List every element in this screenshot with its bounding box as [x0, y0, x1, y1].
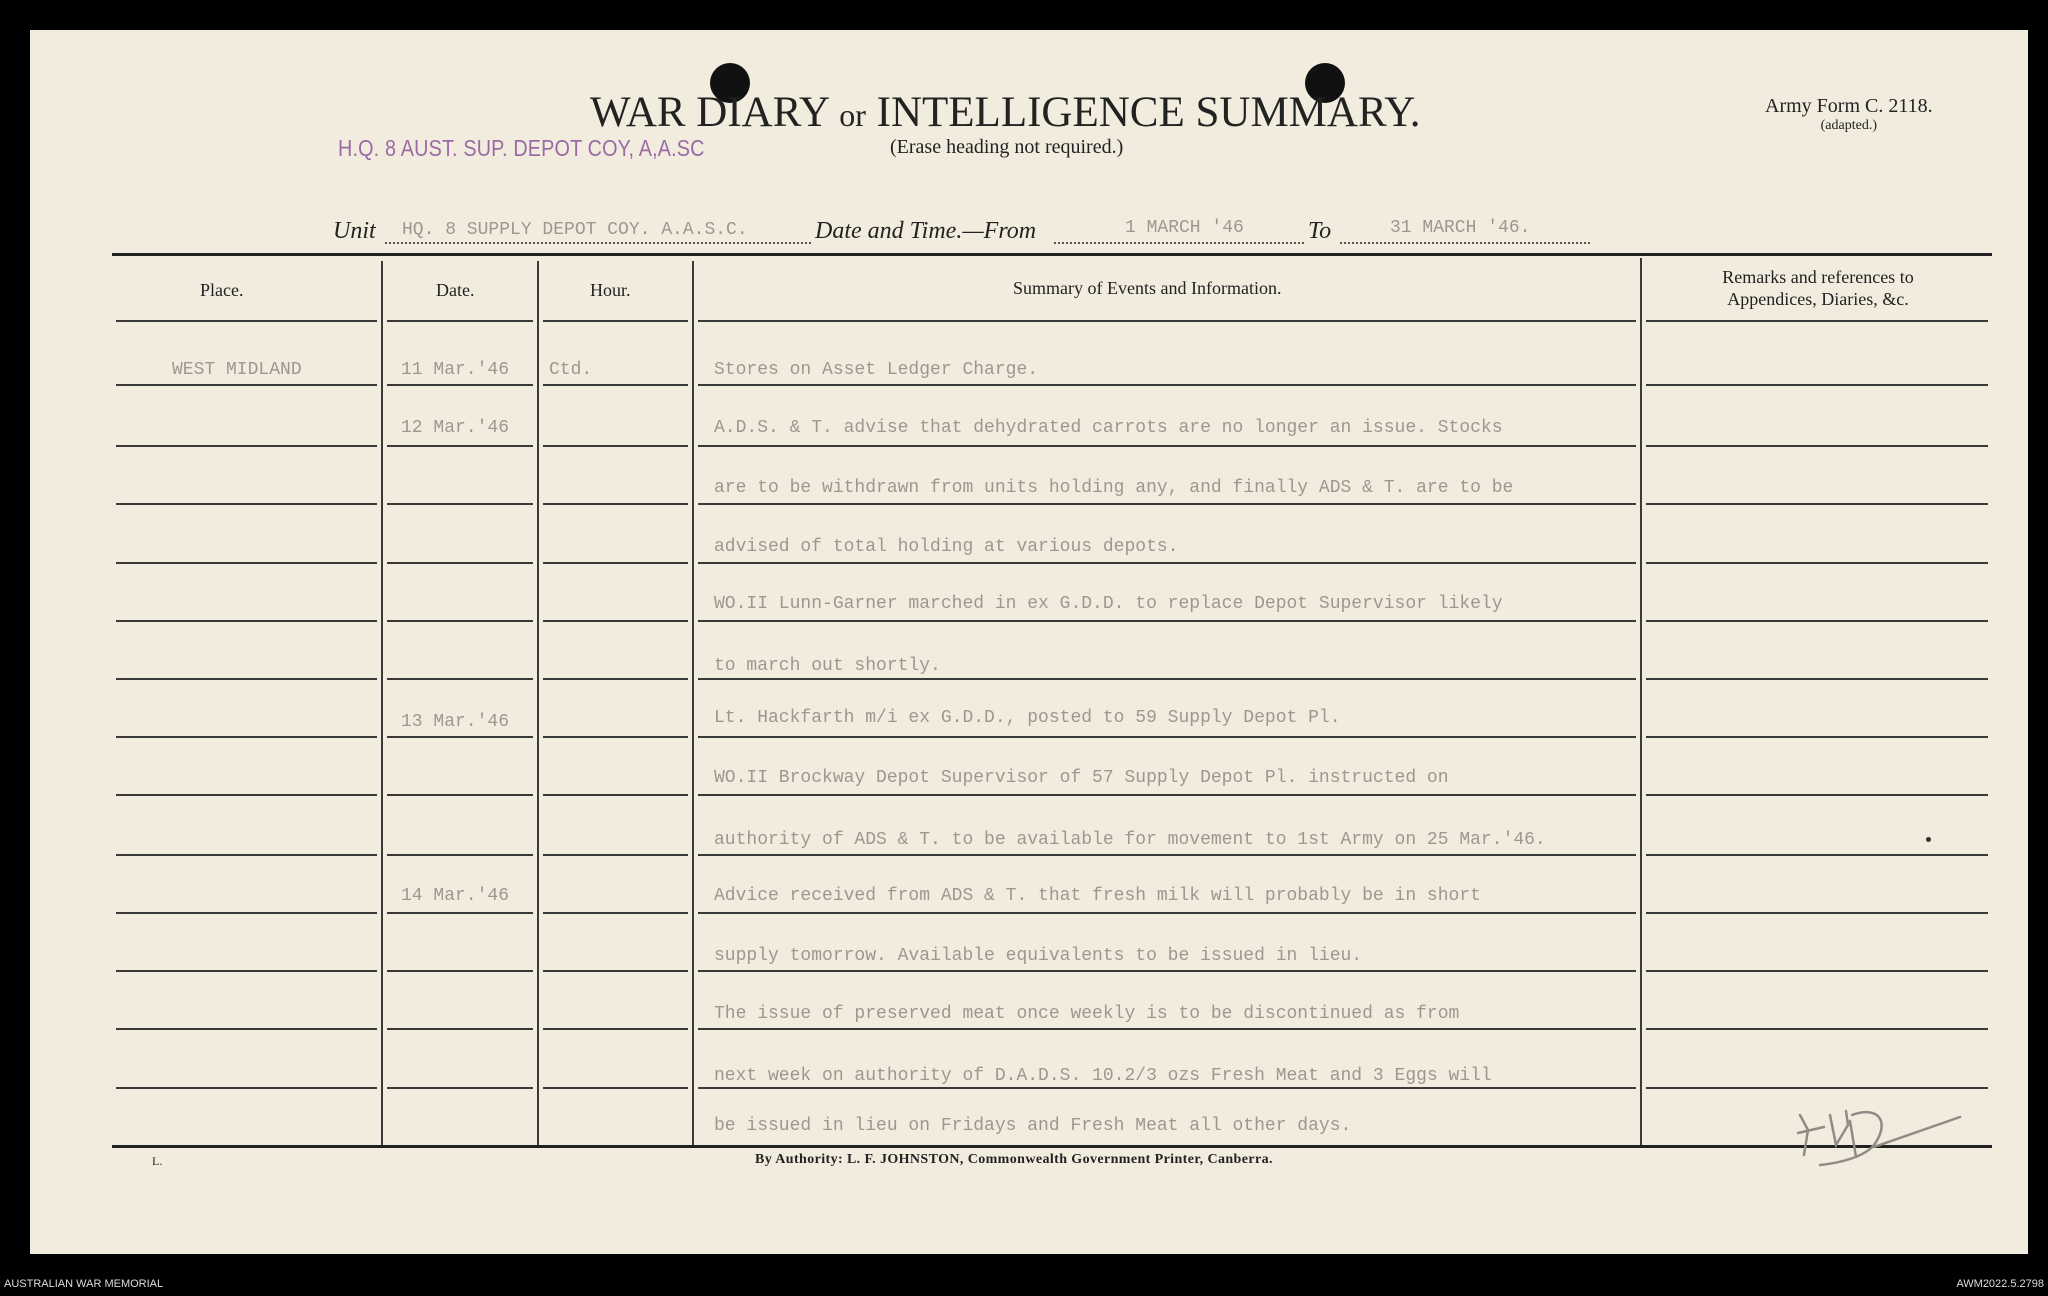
table-row-rule: [543, 912, 688, 914]
table-row-rule: [116, 503, 377, 505]
table-row-rule: [543, 736, 688, 738]
table-row-rule: [387, 854, 533, 856]
army-form-number: Army Form C. 2118.: [1765, 95, 1933, 117]
table-row-rule: [1646, 736, 1988, 738]
summary-line: WO.II Brockway Depot Supervisor of 57 Supply Depot Pl. instructed on: [714, 768, 1449, 788]
unit-label: Unit: [333, 218, 376, 244]
table-row-rule: [116, 736, 377, 738]
table-row-rule: [387, 794, 533, 796]
table-row-rule: [116, 1028, 377, 1030]
table-row-rule: [1646, 445, 1988, 447]
column-summary: Summary of Events and Information.: [1013, 278, 1282, 298]
unit-value: HQ. 8 SUPPLY DEPOT COY. A.A.S.C.: [402, 220, 748, 240]
table-row-rule: [387, 384, 533, 386]
table-row-rule: [543, 503, 688, 505]
table-row-rule: [543, 678, 688, 680]
table-row-rule: [387, 912, 533, 914]
summary-line: are to be withdrawn from units holding any, and finally ADS & T. are to be: [714, 478, 1514, 498]
erase-heading-note: (Erase heading not required.): [890, 136, 1124, 158]
column-divider: [537, 261, 539, 1145]
from-dotted-line: [1054, 242, 1304, 244]
table-row-rule: [698, 1087, 1636, 1089]
army-form-label: [1765, 96, 1933, 136]
table-row-rule: [698, 794, 1636, 796]
to-label: To: [1308, 218, 1332, 244]
title-or: or: [839, 97, 866, 133]
table-row-rule: [543, 320, 688, 322]
column-place: Place.: [200, 280, 244, 300]
table-row-rule: [387, 620, 533, 622]
table-row-rule: [698, 503, 1636, 505]
archive-caption-right: AWM2022.5.2798: [1956, 1278, 2044, 1290]
summary-line: WO.II Lunn-Garner marched in ex G.D.D. to replace Depot Supervisor likely: [714, 594, 1503, 614]
table-row-rule: [1646, 970, 1988, 972]
table-row-rule: [116, 854, 377, 856]
table-bottom-rule: [112, 1145, 1992, 1148]
summary-line: supply tomorrow. Available equivalents to be issued in lieu.: [714, 946, 1363, 966]
printer-authority: By Authority: L. F. JOHNSTON, Commonwealth Government Printer, Canberra.: [755, 1152, 1273, 1167]
summary-line: be issued in lieu on Fridays and Fresh Meat all other days.: [714, 1116, 1352, 1136]
table-row-rule: [1646, 854, 1988, 856]
table-row-rule: [1646, 320, 1988, 322]
archive-caption-left: AUSTRALIAN WAR MEMORIAL: [4, 1278, 164, 1290]
title-intelligence-summary: INTELLIGENCE SUMMARY.: [876, 89, 1421, 136]
summary-line: The issue of preserved meat once weekly is to be discontinued as from: [714, 1004, 1460, 1024]
column-remarks: [1660, 266, 1976, 310]
table-row-rule: [387, 1087, 533, 1089]
adapted-note: (adapted.): [1820, 118, 1877, 133]
table-row-rule: [698, 384, 1636, 386]
column-divider: [381, 261, 383, 1145]
table-row-rule: [698, 854, 1636, 856]
table-row-rule: [387, 736, 533, 738]
column-divider: [1640, 258, 1642, 1145]
table-row-rule: [1646, 678, 1988, 680]
to-dotted-line: [1340, 242, 1590, 244]
table-row-rule: [543, 794, 688, 796]
summary-line: Stores on Asset Ledger Charge.: [714, 360, 1039, 380]
table-row-rule: [543, 1087, 688, 1089]
table-row-rule: [116, 445, 377, 447]
table-top-rule: [112, 253, 1992, 256]
table-row-rule: [387, 503, 533, 505]
table-row-rule: [698, 562, 1636, 564]
table-row-rule: [1646, 1028, 1988, 1030]
date-entry: 13 Mar.'46: [401, 712, 510, 732]
table-row-rule: [698, 736, 1636, 738]
unit-stamp: H.Q. 8 AUST. SUP. DEPOT COY, A,A.SC: [338, 135, 705, 161]
summary-line: Lt. Hackfarth m/i ex G.D.D., posted to 59 Supply Depot Pl.: [714, 708, 1341, 728]
table-row-rule: [543, 384, 688, 386]
table-row-rule: [1646, 794, 1988, 796]
table-row-rule: [698, 320, 1636, 322]
table-row-rule: [116, 912, 377, 914]
table-row-rule: [387, 445, 533, 447]
date-entry: 14 Mar.'46: [401, 886, 510, 906]
summary-line: advised of total holding at various depots.: [714, 537, 1179, 557]
table-row-rule: [387, 562, 533, 564]
column-divider: [692, 261, 694, 1145]
date-entry: 12 Mar.'46: [401, 418, 510, 438]
table-row-rule: [698, 678, 1636, 680]
table-row-rule: [1646, 562, 1988, 564]
to-date: 31 MARCH '46.: [1390, 218, 1531, 238]
table-row-rule: [387, 678, 533, 680]
table-row-rule: [698, 970, 1636, 972]
summary-line: to march out shortly.: [714, 656, 941, 676]
table-row-rule: [116, 794, 377, 796]
table-row-rule: [543, 1028, 688, 1030]
remarks-heading-line1: Remarks and references to: [1722, 267, 1914, 287]
date-time-label: Date and Time.—From: [815, 218, 1037, 244]
place-entry: WEST MIDLAND: [172, 360, 302, 380]
table-row-rule: [116, 620, 377, 622]
table-row-rule: [387, 970, 533, 972]
table-row-rule: [1646, 503, 1988, 505]
table-row-rule: [1646, 620, 1988, 622]
ink-dot: [1926, 837, 1931, 842]
table-row-rule: [543, 970, 688, 972]
table-row-rule: [698, 445, 1636, 447]
table-row-rule: [543, 445, 688, 447]
summary-line: authority of ADS & T. to be available for movement to 1st Army on 25 Mar.'46.: [714, 830, 1546, 850]
table-row-rule: [698, 620, 1636, 622]
table-row-rule: [116, 678, 377, 680]
unit-dotted-line: [385, 242, 811, 244]
handwritten-initials: [1790, 1085, 1970, 1175]
table-row-rule: [116, 970, 377, 972]
date-entry: 11 Mar.'46: [401, 360, 510, 380]
hour-entry: Ctd.: [549, 360, 593, 380]
table-row-rule: [1646, 912, 1988, 914]
table-row-rule: [116, 384, 377, 386]
table-row-rule: [1646, 384, 1988, 386]
table-row-rule: [387, 320, 533, 322]
summary-line: A.D.S. & T. advise that dehydrated carrots are no longer an issue. Stocks: [714, 418, 1503, 438]
column-date: Date.: [436, 280, 475, 300]
column-hour: Hour.: [590, 280, 631, 300]
table-row-rule: [116, 562, 377, 564]
summary-line: next week on authority of D.A.D.S. 10.2/3 ozs Fresh Meat and 3 Eggs will: [714, 1066, 1492, 1086]
summary-line: Advice received from ADS & T. that fresh milk will probably be in short: [714, 886, 1481, 906]
table-row-rule: [698, 912, 1636, 914]
table-row-rule: [543, 562, 688, 564]
form-title: [590, 88, 1421, 137]
table-row-rule: [387, 1028, 533, 1030]
table-row-rule: [698, 1028, 1636, 1030]
from-date: 1 MARCH '46: [1125, 218, 1244, 238]
table-row-rule: [543, 854, 688, 856]
table-row-rule: [116, 1087, 377, 1089]
table-row-rule: [543, 620, 688, 622]
remarks-heading-line2: Appendices, Diaries, &c.: [1727, 289, 1909, 309]
title-war-diary: WAR DIARY: [590, 89, 829, 136]
table-row-rule: [116, 320, 377, 322]
footer-mark: L.: [152, 1154, 163, 1168]
